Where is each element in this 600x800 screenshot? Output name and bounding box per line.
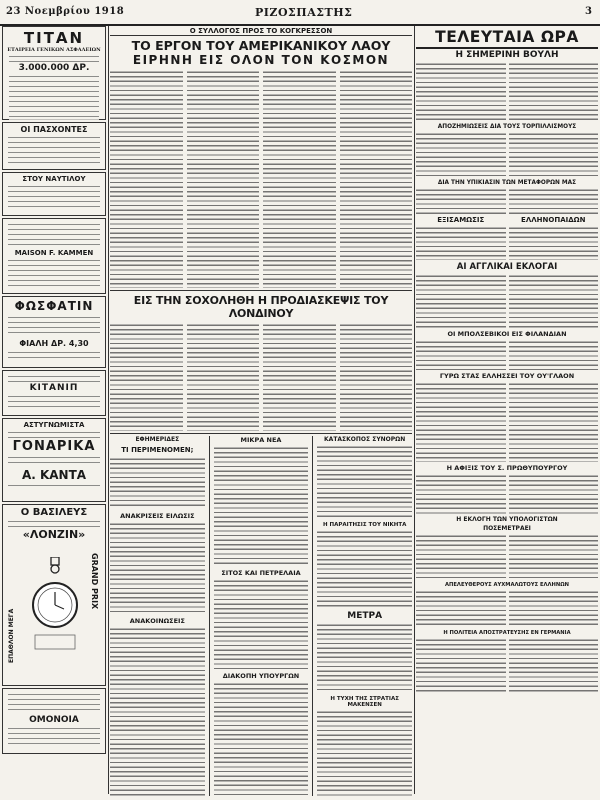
heading-small-news: ΜΙΚΡΑ ΝΕΑ — [240, 436, 282, 444]
omonoia-title: ΟΜΟΝΟΙΑ — [29, 715, 79, 725]
titan-capital: 3.000.000 ΔΡ. — [18, 63, 90, 74]
kitanip-ad — [2, 370, 106, 416]
kanta-title: Α. ΚΑΝΤΑ — [21, 468, 87, 482]
gonarika-title: ΓΟΝΑΡΙΚΑ — [12, 439, 96, 454]
astygnos-title: ΑΣΤΥΓΝΩΜΙΣΤΑ — [23, 421, 85, 429]
column-rule — [108, 26, 109, 794]
heading-greek-children: ΕΛΛΗΝΟΠΑΙΔΩΝ — [521, 216, 586, 224]
masthead — [0, 0, 600, 26]
heading-equalization: ΕΞΙΣΑΜΩΣΙΣ — [437, 216, 485, 224]
heading-mackensen: Η ΤΥΧΗ ΤΗΣ ΣΤΡΑΤΙΑΣ ΜΑΚΕΝΣΕΝ — [330, 696, 399, 708]
headline-peace: ΕΙΡΗΝΗ ΕΙΣ ΟΛΟΝ ΤΟΝ ΚΟΣΜΟΝ — [132, 53, 390, 67]
maison-title: MAISON F. ΚΑΜΜΕΝ — [14, 249, 94, 257]
gonarika-ad — [2, 418, 106, 502]
heading-bolsheviks: ΟΙ ΜΠΟΛΣΕΒΙΚΟΙ ΕΙΣ ΦΙΛΑΝΔΙΑΝ — [447, 330, 567, 338]
headline-american: ΤΟ ΕΡΓΟΝ ΤΟΥ ΑΜΕΡΙΚΑΝΙΚΟΥ ΛΑΟΥ — [131, 38, 391, 53]
latest-hour-title: ΤΕΛΕΥΤΑΙΑ ΩΡΑ — [435, 28, 579, 46]
longines-brand: «ΛΟΝΖΙΝ» — [22, 528, 86, 541]
maison-ad — [2, 218, 106, 294]
stores-ad — [2, 122, 106, 170]
titan-subtitle: ΕΤΑΙΡΕΙΑ ΓΕΝΙΚΩΝ ΑΣΦΑΛΕΙΩΝ — [7, 47, 101, 53]
heading-gyro: ΓΥΡΩ ΣΤΑΣ ΕΛΛΗΣΣΕΙ ΤΟΥ ΟΥ'ΓΛΑΟΝ — [439, 372, 575, 380]
column-rule — [414, 26, 415, 794]
omonoia-ad — [2, 688, 106, 754]
heading-posemetraei: ΠΟΣΕΜΕΤΡΑΕΙ — [483, 525, 531, 532]
headline-london: ΕΙΣ ΤΗΝ ΣΟΧΟΛΗΘΗ Η ΠΡΟΔΙΑΣΚΕΨΙΣ ΤΟΥ ΛΟΝΔΙΝΟΥ — [133, 294, 389, 320]
heading-border-spy: ΚΑΤΑΣΚΟΠΟΣ ΣΥΝΟΡΩΝ — [324, 436, 406, 443]
heading-demobilization: Η ΠΟΛΙΤΕΙΑ ΑΠΟΣΤΡΑΤΕΥΣΗΣ ΕΝ ΓΕΡΜΑΝΙΑ — [443, 630, 571, 636]
ti-perimenomen: ΤΙ ΠΕΡΙΜΕΝΟΜΕΝ; — [121, 446, 194, 454]
center-news — [110, 26, 412, 796]
left-ad-column — [2, 26, 106, 796]
masthead-paper: ΡΙΖΟΣΠΑΣΤΗΣ — [255, 6, 353, 19]
heading-prisoners: ΑΠΕΛΕΥΘΕΡΟΥΣ ΑΥΧΜΑΛΩΤΟΥΣ ΕΛΛΗΝΩΝ — [445, 582, 569, 588]
masthead-date: 23 Νοεμβρίου 1918 — [6, 6, 125, 17]
longines-grand-prix: GRAND PRIX — [90, 553, 99, 610]
fosfatin-ad — [2, 296, 106, 368]
lower-col-c — [317, 436, 412, 796]
fosfatin-price: ΦΙΑΛΗ ΔΡ. 4,30 — [19, 339, 89, 348]
parliament-subtitle: Η ΣΗΜΕΡΙΝΗ ΒΟΥΛΗ — [455, 50, 559, 60]
american-article — [110, 70, 412, 288]
longines-title: Ο ΒΑΣΙΛΕΥΣ — [20, 507, 88, 518]
heading-inquiries: ΑΝΑΚΡΙΣΕΙΣ ΕΙΛΩΣΙΣ — [120, 512, 195, 520]
lower-col-a — [110, 436, 205, 796]
heading-compensation: ΑΠΟΖΗΜΙΩΣΕΙΣ ΔΙΑ ΤΟΥΣ ΤΟΡΠΙΛΛΙΣΜΟΥΣ — [437, 124, 577, 130]
titan-title: ΤΙΤΑΝ — [23, 29, 85, 47]
masthead-page: 3 — [585, 6, 593, 17]
heading-metra: ΜΕΤΡΑ — [347, 611, 383, 621]
heading-announcements: ΑΝΑΚΟΙΝΩΣΕΙΣ — [129, 617, 185, 625]
heading-nikita: Η ΠΑΡΑΙΤΗΣΙΣ ΤΟΥ ΝΙΚΗΤΑ — [322, 522, 407, 528]
kitanip-title: ΚΙΤΑΝΙΠ — [29, 383, 79, 393]
heading-election: Η ΕΚΛΟΓΗ ΤΩΝ ΥΠΟΛΟΓΙΣΤΩΝ — [456, 516, 558, 523]
titan-ad — [2, 26, 106, 120]
longines-side-text: ΕΠΑΘΛΟΝ ΜΕΓΑ — [8, 608, 15, 663]
heading-wheat-oil: ΣΙΤΟΣ ΚΑΙ ΠΕΤΡΕΛΑΙΑ — [221, 569, 301, 577]
stores-title: ΟΙ ΠΑΣΧΟΝΤΕΣ — [20, 125, 88, 134]
heading-arrival: Η ΑΦΙΞΙΣ ΤΟΥ Σ. ΠΡΩΘΥΠΟΥΡΓΟΥ — [446, 464, 568, 472]
fosfatin-title: ΦΩΣΦΑΤΙΝ — [14, 299, 94, 313]
naytilos-ad — [2, 172, 106, 216]
heading-english-elections: ΑΙ ΑΓΓΛΙΚΑΙ ΕΚΛΟΓΑΙ — [456, 262, 558, 272]
kicker: Ο ΣΥΛΛΟΓΟΣ ΠΡΟΣ ΤΟ ΚΟΓΚΡΕΣΣΟΝ — [189, 27, 333, 35]
longines-ad — [2, 504, 106, 686]
heading-newspapers: ΕΦΗΜΕΡΙΔΕΣ — [135, 436, 180, 443]
lower-col-b — [214, 436, 309, 796]
london-article — [110, 323, 412, 431]
lower-columns — [110, 436, 412, 796]
heading-ministers: ΔΙΑΚΟΠΗ ΥΠΟΥΡΓΩΝ — [222, 672, 300, 680]
pocket-watch-icon — [31, 557, 79, 657]
right-latest-news — [416, 26, 598, 796]
heading-transport: ΔΙΑ ΤΗΝ ΥΠΙΚΙΑΣΙΝ ΤΩΝ ΜΕΤΑΦΟΡΩΝ ΜΑΣ — [437, 180, 577, 186]
naytilos-title: ΣΤΟΥ ΝΑΥΤΙΛΟΥ — [22, 175, 86, 183]
